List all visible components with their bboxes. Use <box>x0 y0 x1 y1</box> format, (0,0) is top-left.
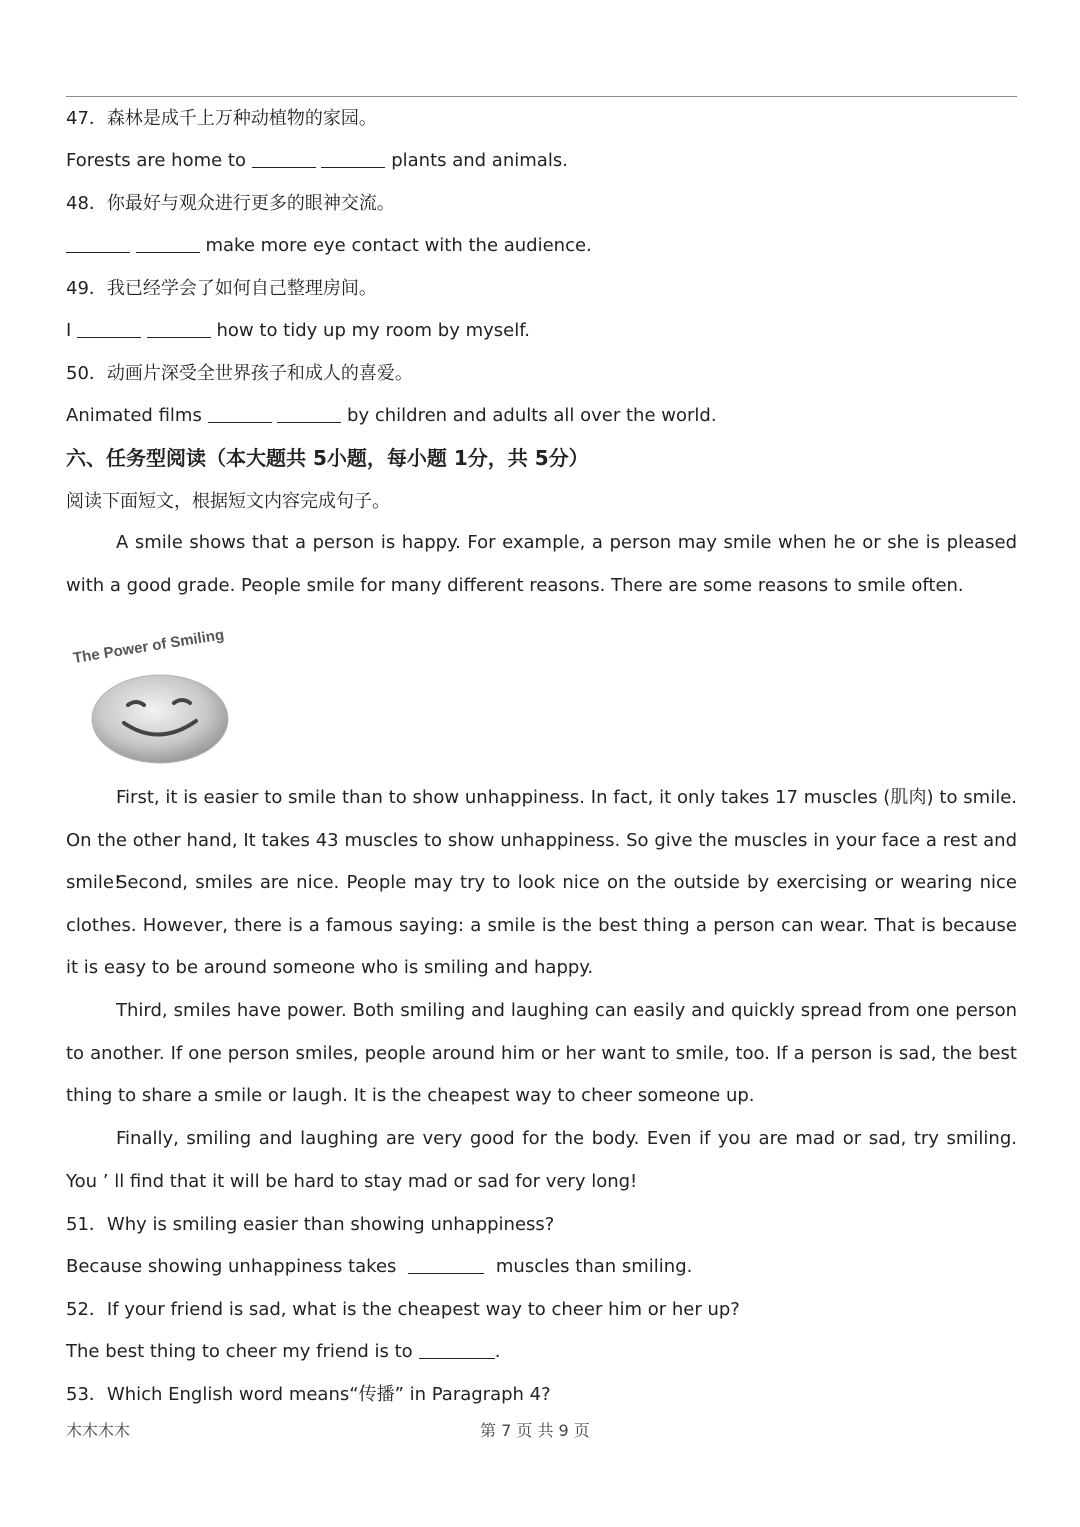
passage-paragraph-1: A smile shows that a person is happy. For example, a person may smile when he or she is pleased with a good grade. People smile for many different reasons. There are some reasons to smile often. <box>66 532 1017 596</box>
q48-blank-2[interactable] <box>136 252 200 253</box>
q50-text-a: Animated films <box>66 405 202 426</box>
q47-blank-1[interactable] <box>252 167 316 168</box>
q47-text-a: Forests are home to <box>66 150 246 171</box>
q47-chinese: 47．森林是成千上万种动植物的家园。 <box>66 108 377 129</box>
q47-text-b: plants and animals. <box>391 150 568 171</box>
page-number: 第 7 页 共 9 页 <box>480 1421 590 1440</box>
q52-answer: The best thing to cheer my friend is to . <box>66 1341 501 1362</box>
image-title: The Power of Smiling <box>71 626 226 667</box>
q50-english <box>66 404 717 428</box>
q48-text-b: make more eye contact with the audience. <box>205 235 592 256</box>
q51-question: 51．Why is smiling easier than showing unhappiness? <box>66 1214 555 1235</box>
q50-chinese: 50．动画片深受全世界孩子和成人的喜爱。 <box>66 363 413 384</box>
q50-blank-1[interactable] <box>208 422 272 423</box>
q47-english <box>66 149 568 173</box>
passage-paragraph-5: Finally, smiling and laughing are very good for the body. Even if you are mad or sad, try smiling. You ’ ll find that it will be hard to stay mad or sad for very long! <box>66 1128 1017 1192</box>
q48-chinese: 48．你最好与观众进行更多的眼神交流。 <box>66 193 395 214</box>
q48-english <box>66 234 592 258</box>
q50-text-b: by children and adults all over the world. <box>347 405 717 426</box>
q49-english <box>66 319 530 343</box>
q52-question: 52．If your friend is sad, what is the cheapest way to cheer him or her up? <box>66 1299 740 1320</box>
q49-text-a: I <box>66 320 72 341</box>
q49-text-b: how to tidy up my room by myself. <box>216 320 530 341</box>
passage-paragraph-2: First, it is easier to smile than to show unhappiness. In fact, it only takes 17 muscles (肌肉) to smile. On the other hand, It takes 43 muscles to show unhappiness. So give the muscles in your face a rest and smile! <box>66 787 1017 894</box>
passage-paragraph-4: Third, smiles have power. Both smiling and laughing can easily and quickly spread from one person to another. If one person smiles, people around him or her want to smile, too. If a person is sad, the best thing to share a smile or laugh. It is the cheapest way to cheer someone up. <box>66 1000 1017 1107</box>
q53-question: 53．Which English word means“传播” in Paragraph 4? <box>66 1384 551 1405</box>
q51-blank[interactable] <box>408 1273 484 1274</box>
section-heading: 六、任务型阅读（本大题共 5小题，每小题 1分，共 5分） <box>66 446 589 470</box>
q49-chinese: 49．我已经学会了如何自己整理房间。 <box>66 278 377 299</box>
q51-answer: Because showing unhappiness takes muscles than smiling. <box>66 1256 693 1277</box>
q49-blank-2[interactable] <box>147 337 211 338</box>
smiley-figure <box>66 615 266 775</box>
smiley-face-icon <box>66 615 266 775</box>
section-instruction: 阅读下面短文，根据短文内容完成句子。 <box>66 491 390 512</box>
q52-blank[interactable] <box>419 1358 495 1359</box>
passage-paragraph-3: Second, smiles are nice. People may try to look nice on the outside by exercising or wearing nice clothes. However, there is a famous saying: a smile is the best thing a person can wear. That is because it is easy to be around someone who is smiling and happy. <box>66 872 1017 979</box>
q48-blank-1[interactable] <box>66 252 130 253</box>
q50-blank-2[interactable] <box>277 422 341 423</box>
q49-blank-1[interactable] <box>77 337 141 338</box>
q47-blank-2[interactable] <box>321 167 385 168</box>
footer-left: 木木木木 <box>66 1421 131 1440</box>
header-rule <box>66 96 1017 97</box>
